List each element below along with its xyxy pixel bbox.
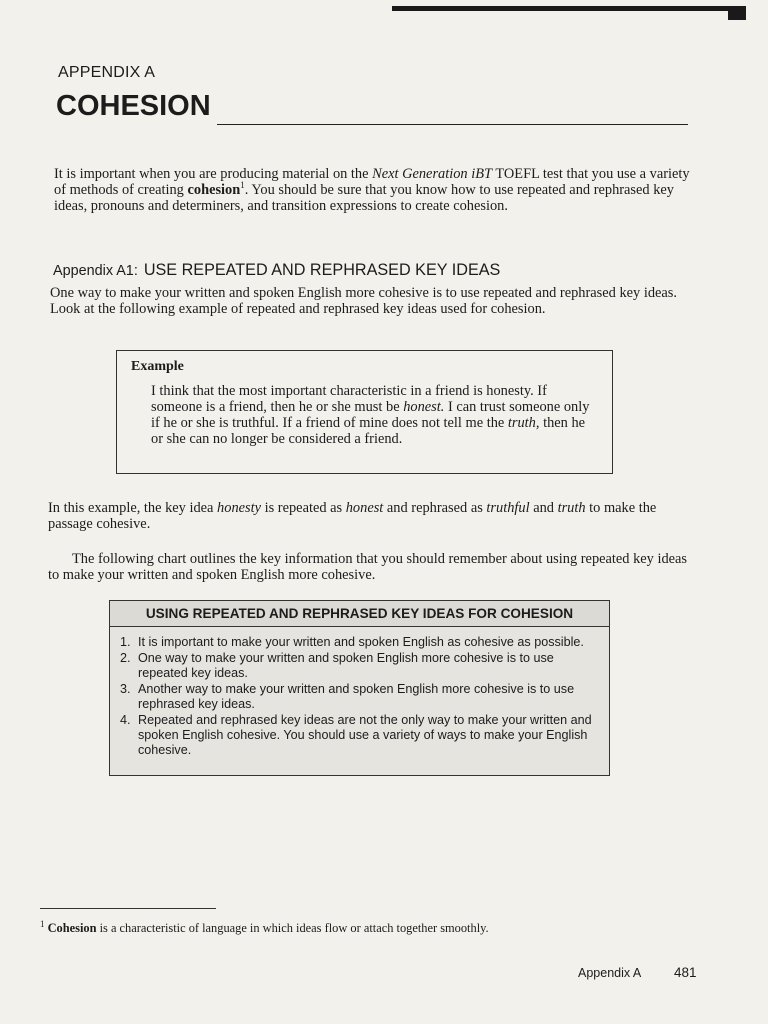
key-info-box: [109, 600, 610, 776]
top-rule: [392, 6, 746, 11]
example-text: I think that the most important characteristic in a friend is honesty. If someone is a friend, then he or she must be honest. I can trust someone only if he or she is truthful. If a friend of mine does not tell me the truth, then he or she can no longer be considered a friend.: [151, 383, 590, 447]
example-box: [116, 350, 613, 474]
italic-truth: truth,: [507, 415, 540, 431]
chapter-title: COHESION: [56, 90, 211, 122]
chart-intro-paragraph: The following chart outlines the key information that you should remember about using repeated key ideas to make your written and spoken English more cohesive.: [48, 551, 688, 583]
section-a1-paragraph: One way to make your written and spoken English more cohesive is to use repeated and rephrased key ideas. Look at the following example of repeated and rephrased key ideas used for cohesion.: [50, 285, 677, 317]
footnote-ref: 1: [240, 180, 245, 191]
after-example-paragraph: In this example, the key idea honesty is repeated as honest and rephrased as truthful and truth to make the passage cohesive.: [48, 500, 657, 532]
test-name: Next Generation iBT: [372, 166, 493, 182]
footnote-term: Cohesion: [47, 921, 97, 936]
intro-paragraph: It is important when you are producing material on the Next Generation iBT TOEFL test that you use a variety of methods of creating cohesion$^1$. You should be sure that you know how to use repeated and rephrased key ideas, pronouns and determiners, and transition expressions to create cohesion.: [54, 166, 690, 214]
list-item: 2. One way to make your written and spoken English more cohesive is to use repeated key ideas.: [120, 651, 554, 680]
footnote-mark: 1: [40, 919, 45, 929]
appendix-label: APPENDIX A: [58, 64, 156, 81]
footer-label: Appendix A: [578, 966, 642, 980]
section-prefix: Appendix A1:: [53, 263, 138, 279]
example-label: Example: [131, 359, 184, 374]
footnote: $^1$ Cohesion is a characteristic of language in which ideas flow or attach together smoothly.: [40, 919, 489, 936]
list-item: 3. Another way to make your written and spoken English more cohesive is to use rephrased key ideas.: [120, 682, 575, 711]
list-item: 1. It is important to make your written and spoken English as cohesive as possible.: [120, 635, 584, 649]
section-heading-a1: [53, 260, 500, 281]
section-title: USE REPEATED AND REPHRASED KEY IDEAS: [143, 261, 501, 279]
list-item: 4. Repeated and rephrased key ideas are not the only way to make your written and spoken English cohesive. You should use a variety of ways to make your English cohesive.: [120, 713, 592, 757]
key-info-list: [120, 635, 600, 759]
bold-term-cohesion: cohesion: [187, 182, 241, 198]
title-rule: [217, 124, 688, 125]
key-info-title: USING REPEATED AND REPHRASED KEY IDEAS FOR COHESION: [110, 601, 609, 627]
footnote-rule: [40, 908, 216, 909]
italic-honest: honest.: [403, 399, 445, 415]
page-number: 481: [674, 965, 697, 980]
top-rule-end: [728, 6, 746, 20]
